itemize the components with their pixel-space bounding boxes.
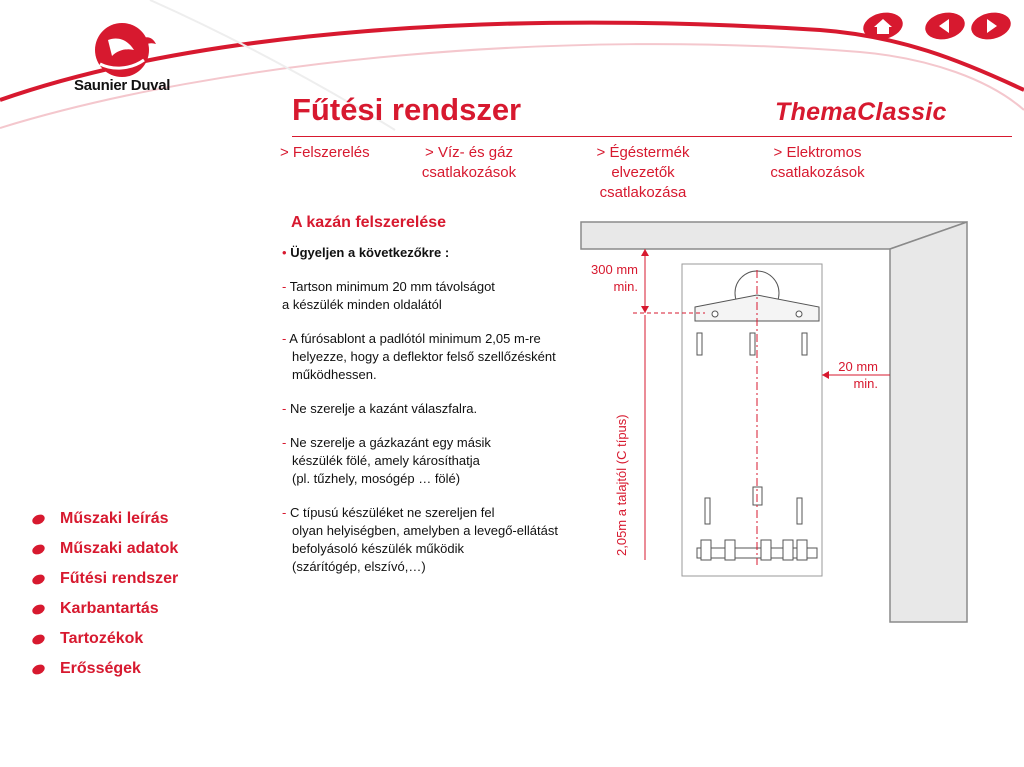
tab-label: > Elektromos (773, 144, 862, 161)
home-icon (862, 12, 904, 40)
sidebar-item-label: Tartozékok (60, 630, 144, 647)
list-line: Tartson minimum 20 mm távolságot (289, 279, 495, 294)
sidebar-item-muszaki-adatok[interactable] (32, 534, 178, 564)
top-clearance-unit: min. (613, 279, 638, 294)
bullet-icon (31, 542, 47, 556)
bullet-icon (31, 512, 47, 526)
list-line: Ne szerelje a gázkazánt egy másik (289, 435, 491, 450)
list-line: a készülék minden oldalától (282, 297, 442, 312)
side-clearance-label (820, 358, 878, 392)
sidebar-item-karbantartas[interactable] (32, 594, 178, 624)
sidebar-item-label: Műszaki adatok (60, 540, 179, 557)
tab-label: csatlakozások (421, 164, 517, 181)
back-button[interactable] (924, 12, 966, 40)
page-title: Fűtési rendszer (292, 92, 522, 127)
dash: - (282, 505, 287, 520)
tab-elektromos[interactable] (750, 143, 885, 183)
tab-label: > Felszerelés (280, 144, 370, 161)
sidebar-item-futesi-rendszer[interactable] (32, 564, 178, 594)
list-item (282, 504, 602, 576)
sidebar-item-erossegek[interactable] (32, 654, 178, 684)
tab-label: csatlakozása (599, 184, 687, 201)
home-button[interactable] (862, 12, 904, 40)
list-line: Ne szerelje a kazánt válaszfalra. (289, 401, 478, 416)
intro-text: Ügyeljen a következőkre : (290, 245, 450, 260)
tab-label: csatlakozások (770, 164, 865, 181)
list-item (282, 434, 602, 488)
list-line: helyezze, hogy a deflektor felső szellőzésként (292, 349, 556, 364)
product-logo: ThemaClassic (775, 98, 947, 126)
list-item (282, 278, 602, 314)
list-line: olyan helyiségben, amelyben a levegő-ellátást (292, 523, 558, 538)
arrow-head (641, 249, 649, 256)
list-item (282, 400, 602, 418)
arrow-head (641, 306, 649, 313)
sidebar-item-label: Fűtési rendszer (60, 570, 179, 587)
sidebar-item-muszaki-leiras[interactable] (32, 504, 178, 534)
side-clearance-unit: min. (853, 376, 878, 391)
list-item (282, 330, 602, 384)
list-line: működhessen. (292, 367, 377, 382)
list-line: A fúrósablont a padlótól minimum 2,05 m-re (289, 331, 541, 346)
list-line: (pl. tűzhely, mosógép … fölé) (292, 471, 461, 486)
sidebar-nav (32, 504, 178, 684)
floor-height-label: 2,05m a talajtól (C típus) (614, 414, 629, 556)
tab-label: > Víz- és gáz (425, 144, 513, 161)
bullet-icon (31, 602, 47, 616)
screw-hole (712, 311, 718, 317)
dash: - (282, 331, 287, 346)
side-wall (890, 222, 967, 622)
title-divider (292, 136, 1012, 137)
screw-hole (796, 311, 802, 317)
intro-line (282, 244, 602, 262)
back-icon (924, 12, 966, 40)
list-line: (szárítógép, elszívó,…) (292, 559, 426, 574)
brand-name: Saunier Duval (74, 77, 171, 94)
sidebar-item-label: Karbantartás (60, 600, 159, 617)
forward-icon (970, 12, 1012, 40)
dash: - (282, 435, 287, 450)
bullet-icon (31, 632, 47, 646)
dash: - (282, 279, 287, 294)
forward-button[interactable] (970, 12, 1012, 40)
bullet-icon (31, 662, 47, 676)
tab-egestermek[interactable] (578, 143, 708, 203)
list-line: befolyásoló készülék működik (292, 541, 464, 556)
tab-label: > Égéstermék (596, 144, 690, 161)
tab-viz-gaz[interactable] (404, 143, 534, 183)
list-line: készülék fölé, amely károsíthatja (292, 453, 480, 468)
bullet: • (282, 245, 287, 260)
sidebar-item-tartozekok[interactable] (32, 624, 178, 654)
top-clearance-value: 300 mm (591, 262, 638, 277)
side-clearance-value: 20 mm (838, 359, 878, 374)
dash: - (282, 401, 287, 416)
section-heading: A kazán felszerelése (291, 214, 447, 231)
tab-label: elvezetők (611, 164, 675, 181)
instructions-text (282, 244, 602, 592)
top-clearance-label (578, 261, 638, 295)
sidebar-item-label: Erősségek (60, 660, 141, 677)
list-line: C típusú készüléket ne szereljen fel (289, 505, 495, 520)
bullet-icon (31, 572, 47, 586)
tab-felszereles[interactable] (280, 143, 370, 163)
sidebar-item-label: Műszaki leírás (60, 510, 169, 527)
